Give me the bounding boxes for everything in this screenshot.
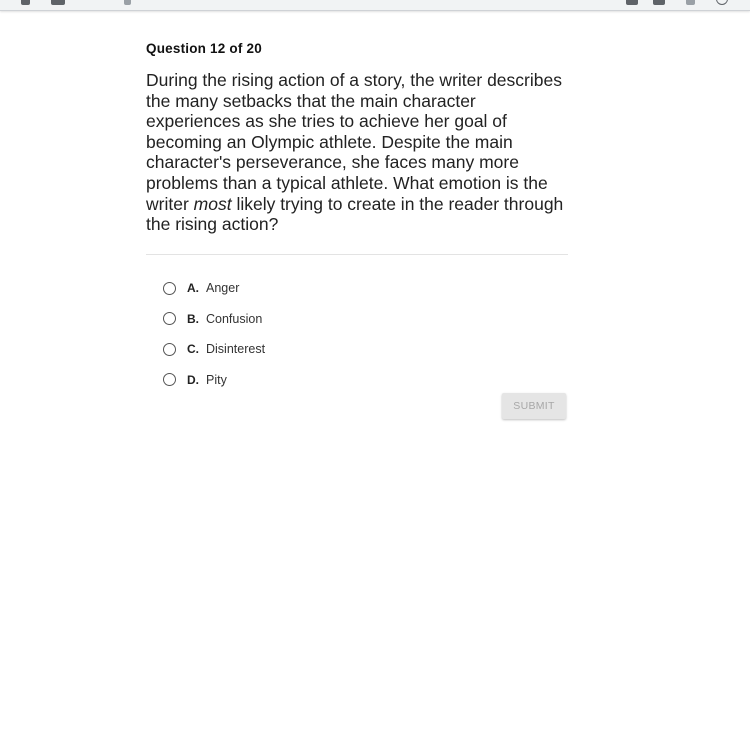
extensions-icon[interactable] bbox=[653, 0, 665, 5]
question-prompt-text: During the rising action of a story, the writer describes the many setbacks that the main character experiences as she tries to achieve her goal of becoming an Olympic athlete. Despite the main character's perseverance, she faces many more problems than a typical athlete. What emotion is the writer bbox=[146, 70, 562, 214]
radio-button[interactable] bbox=[163, 312, 176, 325]
radio-button[interactable] bbox=[163, 373, 176, 386]
choice-label[interactable]: Disinterest bbox=[206, 342, 266, 356]
question-prompt-text-end: likely trying to create in the reader through the rising action? bbox=[146, 193, 564, 235]
radio-button[interactable] bbox=[163, 282, 176, 295]
divider bbox=[146, 254, 568, 255]
choice-label[interactable]: Anger bbox=[206, 281, 240, 295]
browser-back-icon[interactable] bbox=[21, 0, 30, 5]
question-prompt bbox=[146, 70, 568, 235]
choice-letter: D. bbox=[187, 372, 199, 387]
question-number: Question 12 of 20 bbox=[146, 41, 262, 56]
question-prompt-emphasis: most bbox=[193, 193, 232, 214]
choice-c[interactable] bbox=[163, 334, 568, 365]
choice-d[interactable] bbox=[163, 364, 568, 395]
choice-a[interactable] bbox=[163, 273, 568, 304]
choice-letter: A. bbox=[187, 281, 199, 295]
choice-letter: C. bbox=[187, 342, 199, 356]
choice-label[interactable]: Pity bbox=[206, 372, 227, 387]
radio-button[interactable] bbox=[163, 343, 176, 356]
profile-icon[interactable] bbox=[686, 0, 695, 5]
menu-icon[interactable] bbox=[716, 0, 728, 5]
choice-b[interactable] bbox=[163, 303, 568, 334]
choice-letter: B. bbox=[187, 311, 199, 326]
submit-button[interactable]: SUBMIT bbox=[502, 393, 566, 419]
bookmark-star-icon[interactable] bbox=[626, 0, 638, 5]
choice-label[interactable]: Confusion bbox=[206, 311, 263, 326]
browser-toolbar-strip bbox=[0, 0, 750, 11]
address-bar-icon bbox=[124, 0, 131, 5]
answer-choices bbox=[146, 273, 568, 395]
browser-tab-icon[interactable] bbox=[51, 0, 65, 5]
question-panel bbox=[146, 40, 568, 395]
